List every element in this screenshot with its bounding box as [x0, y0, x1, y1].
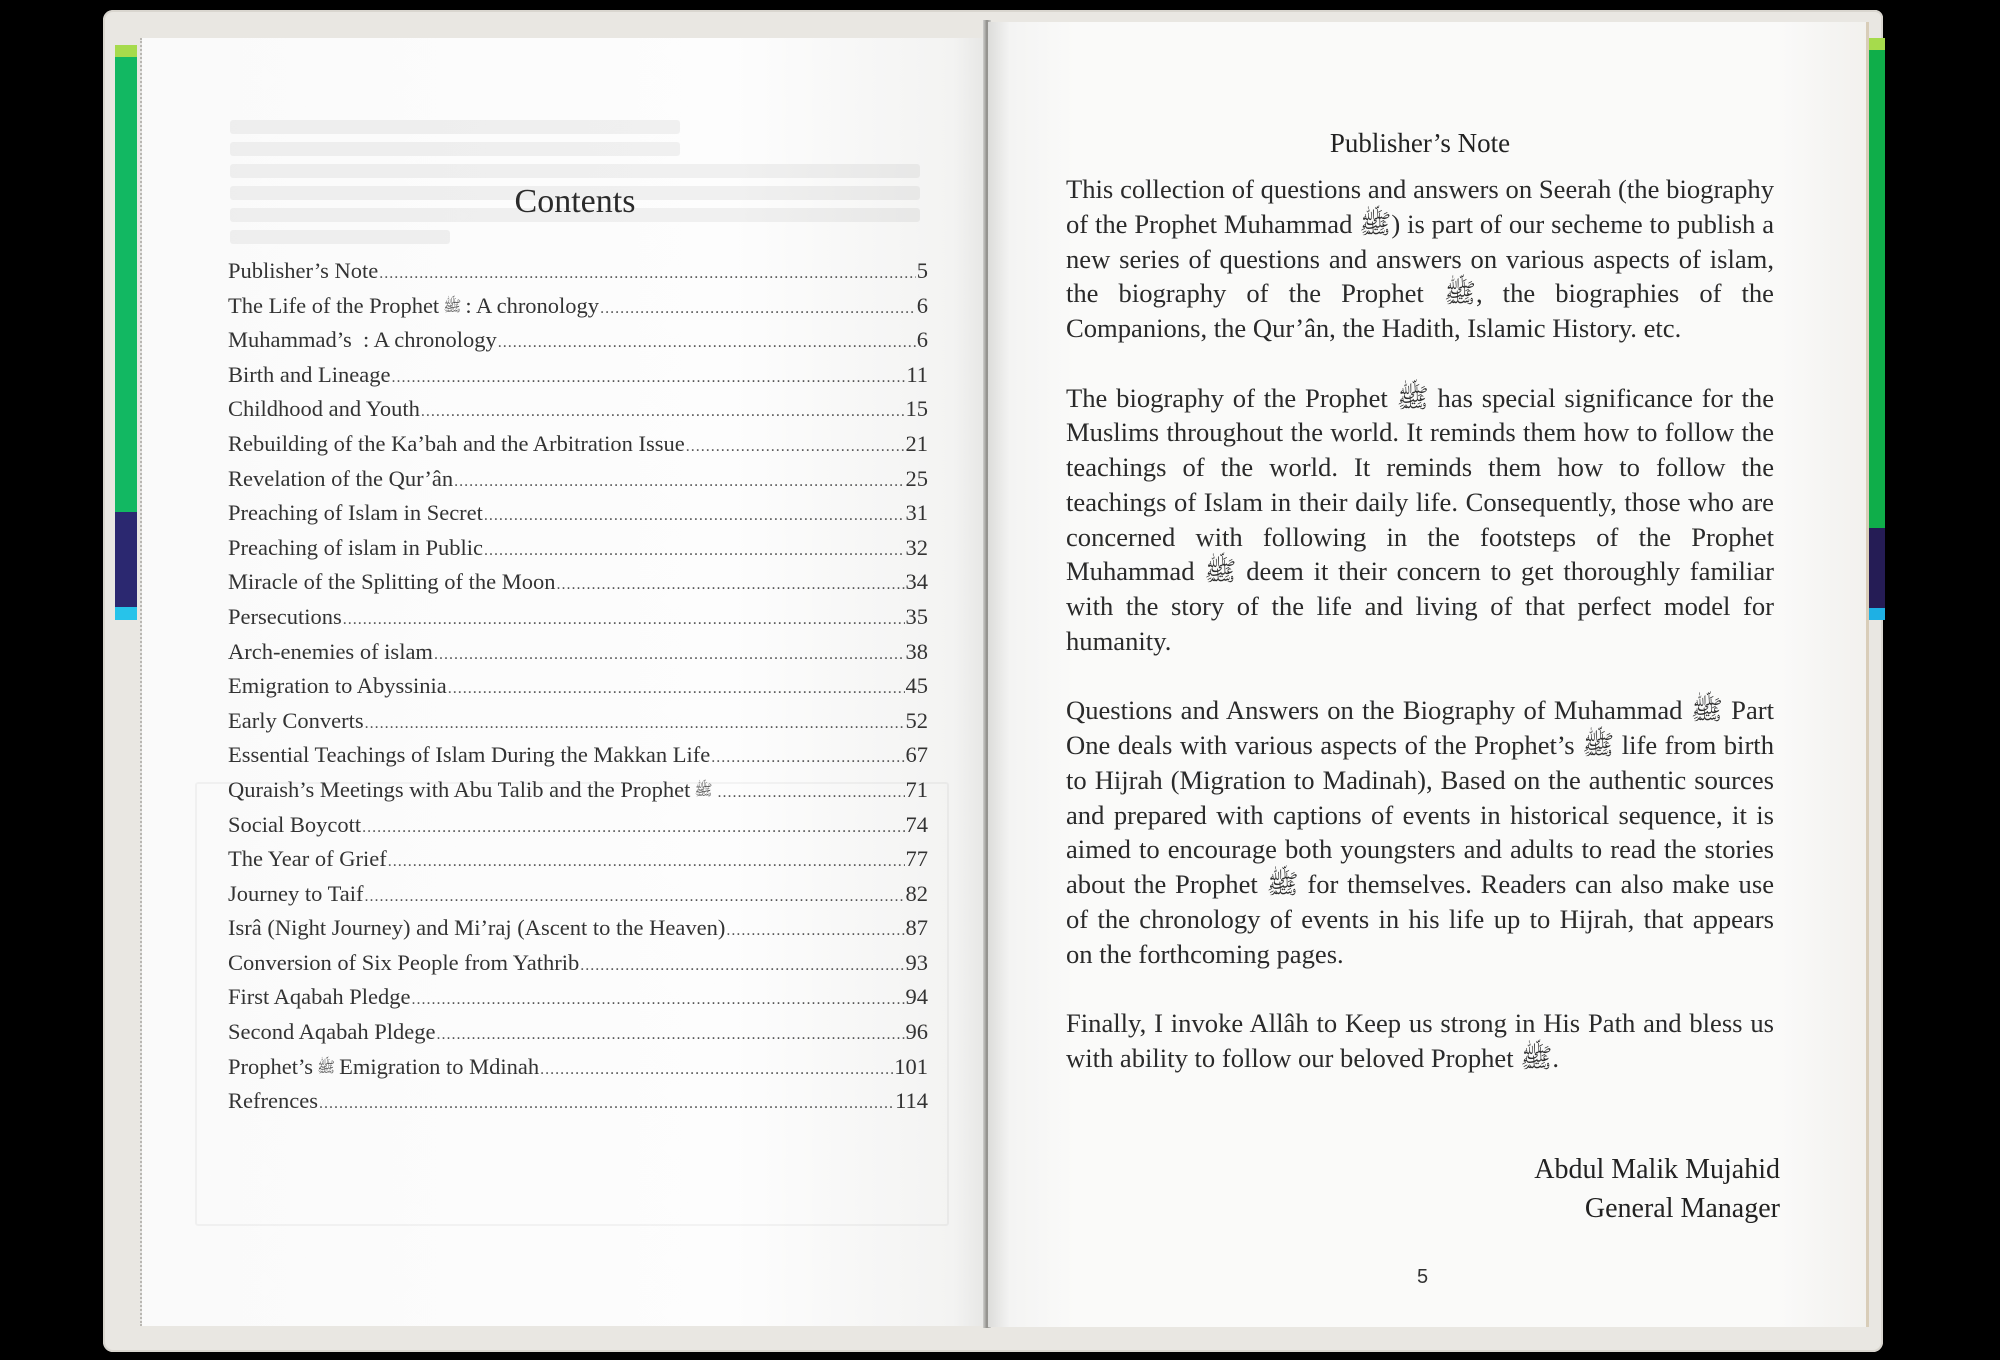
toc-entry-label: Journey to Taif	[228, 880, 364, 906]
toc-entry-page: 101	[894, 1053, 928, 1079]
cover-stripe-navy-right	[1868, 528, 1885, 608]
toc-entry[interactable]	[228, 466, 928, 501]
show-through-text	[230, 120, 680, 134]
toc-entry[interactable]	[228, 812, 928, 847]
toc-entry-page: 35	[905, 603, 928, 629]
toc-entry-page: 93	[905, 949, 928, 975]
dot-leader	[484, 507, 905, 525]
toc-entry[interactable]	[228, 1054, 928, 1089]
dot-leader	[436, 1026, 904, 1044]
toc-entry[interactable]	[228, 604, 928, 639]
toc-entry[interactable]	[228, 396, 928, 431]
dot-leader	[726, 922, 904, 940]
toc-entry-label: Birth and Lineage	[228, 361, 391, 387]
toc-entry-page: 38	[905, 638, 928, 664]
toc-entry-label: Prophet’s ﷺ Emigration to Mdinah	[228, 1053, 540, 1079]
publishers-note-body	[1066, 172, 1774, 1110]
publishers-note-title: Publisher’s Note	[1329, 128, 1511, 158]
toc-entry-label: Social Boycott	[228, 811, 362, 837]
dot-leader	[580, 957, 904, 975]
dot-leader	[448, 680, 905, 698]
table-of-contents	[228, 258, 928, 1123]
toc-entry[interactable]	[228, 673, 928, 708]
cover-stripe-navy	[115, 512, 137, 607]
toc-entry[interactable]	[228, 915, 928, 950]
show-through-text	[230, 230, 450, 244]
toc-entry[interactable]	[228, 881, 928, 916]
dot-leader	[434, 646, 905, 664]
toc-entry-page: 21	[905, 430, 928, 456]
cover-stripe-lime	[115, 45, 137, 57]
toc-entry[interactable]	[228, 500, 928, 535]
signature-block	[1066, 1150, 1780, 1228]
dot-leader	[343, 611, 905, 629]
toc-entry-label: Emigration to Abyssinia	[228, 673, 447, 699]
toc-entry-page: 31	[905, 500, 928, 526]
toc-entry[interactable]	[228, 1088, 928, 1123]
contents-title: Contents	[514, 183, 636, 220]
toc-entry-label: The Year of Grief	[228, 846, 387, 872]
toc-entry-label: Revelation of the Qur’ân	[228, 465, 454, 491]
toc-entry[interactable]	[228, 846, 928, 881]
dot-leader	[484, 542, 905, 560]
toc-entry-label: Arch-enemies of islam	[228, 638, 433, 664]
toc-entry-page: 15	[905, 396, 928, 422]
toc-entry-label: Conversion of Six People from Yathrib	[228, 949, 580, 975]
toc-entry-page: 34	[905, 569, 928, 595]
signature-name: Abdul Malik Mujahid	[1534, 1154, 1780, 1185]
dot-leader	[391, 369, 905, 387]
toc-entry[interactable]	[228, 708, 928, 743]
dot-leader	[498, 334, 916, 352]
toc-entry[interactable]	[228, 327, 928, 362]
toc-entry-page: 52	[905, 707, 928, 733]
toc-entry[interactable]	[228, 258, 928, 293]
toc-entry-page: 96	[905, 1019, 928, 1045]
toc-entry[interactable]	[228, 569, 928, 604]
toc-entry-page: 71	[905, 776, 928, 802]
toc-entry[interactable]	[228, 535, 928, 570]
toc-entry-page: 11	[906, 361, 928, 387]
dot-leader	[411, 991, 904, 1009]
cover-stripe-lime-right	[1868, 38, 1885, 50]
dot-leader	[388, 853, 905, 871]
toc-entry-label: Preaching of Islam in Secret	[228, 500, 483, 526]
dot-leader	[717, 784, 904, 802]
toc-entry-label: Preaching of islam in Public	[228, 534, 483, 560]
dot-leader	[454, 473, 904, 491]
dot-leader	[364, 888, 904, 906]
toc-entry[interactable]	[228, 639, 928, 674]
dot-leader	[365, 715, 905, 733]
dot-leader	[540, 1061, 893, 1079]
toc-entry[interactable]	[228, 984, 928, 1019]
toc-entry-page: 74	[905, 811, 928, 837]
toc-entry-label: Second Aqabah Pldege	[228, 1019, 436, 1045]
show-through-text	[230, 164, 920, 178]
toc-entry[interactable]	[228, 742, 928, 777]
toc-entry-page: 82	[905, 880, 928, 906]
toc-entry-page: 87	[905, 915, 928, 941]
dot-leader	[600, 300, 916, 318]
show-through-text	[230, 142, 680, 156]
toc-entry-page: 94	[905, 984, 928, 1010]
pbuh-calligraphy-icon: ﷺ	[443, 298, 462, 315]
dot-leader	[711, 749, 904, 767]
dot-leader	[319, 1095, 894, 1113]
cover-stripe-cyan-right	[1868, 608, 1885, 620]
toc-entry-page: 77	[905, 846, 928, 872]
dot-leader	[686, 438, 905, 456]
dot-leader	[421, 403, 905, 421]
pbuh-calligraphy-icon: ﷺ	[694, 782, 713, 799]
toc-entry[interactable]	[228, 777, 928, 812]
dot-leader	[379, 265, 916, 283]
paragraph: Finally, I invoke Allâh to Keep us strong in His Path and bless us with ability to follow our beloved Prophet ﷺ.	[1066, 1008, 1774, 1073]
page-number: 5	[1416, 1266, 1429, 1288]
toc-entry-page: 45	[905, 673, 928, 699]
toc-entry-label: Publisher’s Note	[228, 258, 379, 283]
toc-entry-page: 32	[905, 534, 928, 560]
toc-entry-label: Quraish’s Meetings with Abu Talib and the Prophet ﷺ	[228, 776, 713, 802]
dot-leader	[556, 576, 904, 594]
paragraph: The biography of the Prophet ﷺ has special significance for the Muslims throughout the world. It reminds them how to follow the teachings of the world. It reminds them how to follow the teachings of Islam in their daily life. Consequently, those who are concerned with following in the footsteps of the Prophet Muhammad ﷺ deem it their concern to get thoroughly familiar with the story of the life and living of that perfect model for humanity.	[1066, 382, 1774, 656]
toc-entry-label: Childhood and Youth	[228, 396, 420, 422]
toc-entry-label: Early Converts	[228, 707, 364, 733]
toc-entry[interactable]	[228, 950, 928, 985]
toc-entry[interactable]	[228, 431, 928, 466]
toc-entry-label: Refrences	[228, 1088, 318, 1114]
paragraph: Questions and Answers on the Biography of Muhammad ﷺ Part One deals with various aspects of the Prophet’s ﷺ life from birth to Hijrah (Migration to Madinah), Based on the authentic sources and prepared with captions of events in historical sequence, it is aimed to encourage both youngsters and adults to read the stories about the Prophet ﷺ for themselves. Readers can also make use of the chronology of events in his life up to Hijrah, that appears on the forthcoming pages.	[1066, 695, 1775, 969]
pbuh-calligraphy-icon: ﷺ	[317, 1059, 336, 1076]
cover-stripe-green	[115, 57, 137, 512]
toc-entry-label: Persecutions	[228, 603, 342, 629]
paragraph: This collection of questions and answers on Seerah (the biography of the Prophet Muhammad ﷺ) is part of our secheme to publish a new series of questions and answers on various aspects of islam, the biography of the Prophet ﷺ, the biographies of the Companions, the Qur’ân, the Hadith, Islamic History. etc.	[1066, 174, 1774, 343]
toc-entry-page: 114	[895, 1088, 928, 1114]
signature-role: General Manager	[1584, 1193, 1780, 1224]
cover-stripe-green-right	[1868, 50, 1885, 528]
toc-entry-page: 25	[905, 465, 928, 491]
toc-entry[interactable]	[228, 1019, 928, 1054]
toc-entry-page: 6	[916, 327, 928, 353]
toc-entry-page: 5	[916, 258, 928, 283]
toc-entry-label: Isrâ (Night Journey) and Mi’raj (Ascent to the Heaven)	[228, 915, 726, 941]
toc-entry-label: Muhammad’s : A chronology	[228, 327, 497, 353]
toc-entry-label: Miracle of the Splitting of the Moon	[228, 569, 556, 595]
toc-entry[interactable]	[228, 362, 928, 397]
toc-entry-label: The Life of the Prophet ﷺ : A chronology	[228, 292, 600, 318]
toc-entry-label: Essential Teachings of Islam During the Makkan Life	[228, 742, 711, 768]
toc-entry[interactable]	[228, 293, 928, 328]
toc-entry-page: 67	[905, 742, 928, 768]
dot-leader	[362, 819, 904, 837]
toc-entry-label: First Aqabah Pledge	[228, 984, 411, 1010]
toc-entry-label: Rebuilding of the Ka’bah and the Arbitration Issue	[228, 430, 685, 456]
toc-entry-page: 6	[916, 292, 928, 318]
cover-stripe-cyan	[115, 607, 137, 620]
